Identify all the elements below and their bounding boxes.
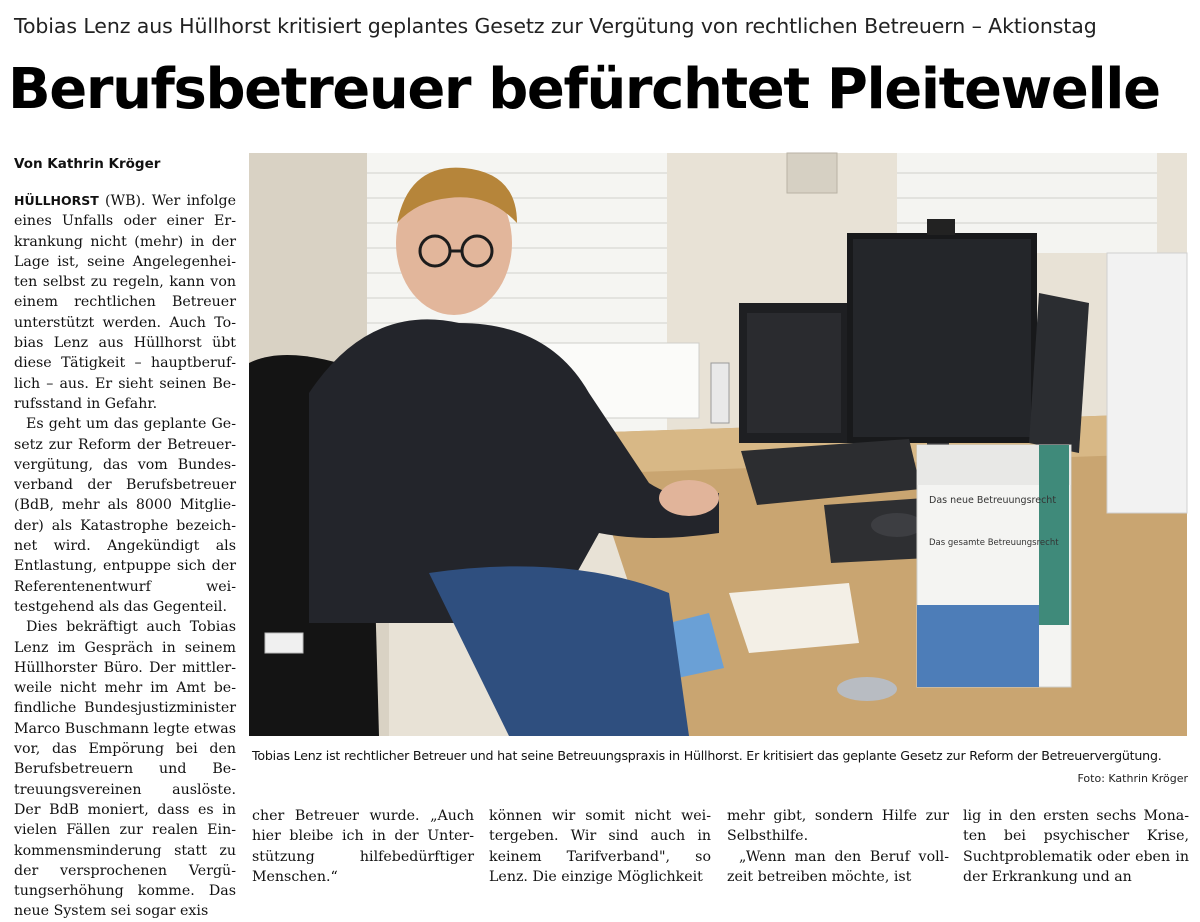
dateline: HÜLLHORST	[14, 193, 99, 208]
article-photo	[249, 153, 1187, 736]
article-column-5	[963, 806, 1189, 886]
article-column-2	[252, 806, 474, 886]
column-4-text-b: „Wenn man den Beruf vollzeit betreiben möchte, ist	[727, 848, 949, 885]
column-2-text: cher Betreuer wurde. „Auch hier bleibe ich in der Unterstützung hilfebedürftiger Menschen.“	[252, 808, 474, 885]
book-title: Das neue Betreuungsrecht	[929, 495, 1057, 506]
paragraph-1-text: Wer infolge eines Unfalls oder einer Erkrankung nicht (mehr) in der Lage ist, seine Angelegenheiten selbst zu regeln, kann von einem rechtlichen Betreuer unterstützt werden. Auch Tobias Lenz aus Hüllhorst übt diese Tätigkeit – hauptberuflich – aus. Er sieht seinen Berufsstand in Gefahr.	[14, 193, 236, 412]
column-3-text: können wir somit nicht weitergeben. Wir sind auch in keinem Tarifverband", so Lenz. Die einzige Möglichkeit	[489, 808, 711, 885]
article-headline: Berufsbetreuer befürchtet Pleitewelle	[8, 57, 1160, 122]
article-column-4	[727, 806, 949, 886]
article-column-3	[489, 806, 711, 886]
article-kicker: Tobias Lenz aus Hüllhorst kritisiert geplantes Gesetz zur Vergütung von rechtlichen Betreuern – Aktionstag	[14, 14, 1097, 38]
column-4-text-a: mehr gibt, sondern Hilfe zur Selbsthilfe.	[727, 808, 949, 845]
column-5-text: lig in den ersten sechs Monaten bei psychischer Krise, Suchtproblematik oder eben in der Erkrankung und an	[963, 808, 1189, 885]
article-paragraph-3: Dies bekräftigt auch Tobias Lenz im Gespräch in seinem Hüllhorster Büro. Der mittlerweile nicht mehr im Amt befindliche Bundesjustizminister Marco Buschmann legte etwas vor, das Empörung bei den Berufsbetreuern und Betreuungsvereinen auslöste. Der BdB moniert, dass es in vielen Fällen zur realen Einkommensminderung statt zu der versprochenen Vergütungserhöhung komme. Das neue System sei sogar exis	[14, 619, 236, 920]
photo-credit: Foto: Kathrin Kröger	[1077, 772, 1188, 785]
article-paragraph-2: Es geht um das geplante Gesetz zur Reform der Betreuervergütung, das vom Bundesverband der Berufsbetreuer (BdB, mehr als 8000 Mitglieder) als Katastrophe bezeichnet wird. Angekündigt als Entlastung, entpuppe sich der Referentenentwurf weitestgehend als das Gegenteil.	[14, 416, 236, 615]
agency: (WB).	[104, 193, 146, 209]
article-paragraph-1	[14, 191, 236, 414]
article-column-1	[14, 191, 236, 920]
article-byline: Von Kathrin Kröger	[14, 156, 161, 172]
photo-caption: Tobias Lenz ist rechtlicher Betreuer und hat seine Betreuungspraxis in Hüllhorst. Er kritisiert das geplante Gesetz zur Reform der Betreuervergütung.	[252, 748, 1162, 763]
book-subtitle: Das gesamte Betreuungsrecht	[929, 538, 1059, 548]
